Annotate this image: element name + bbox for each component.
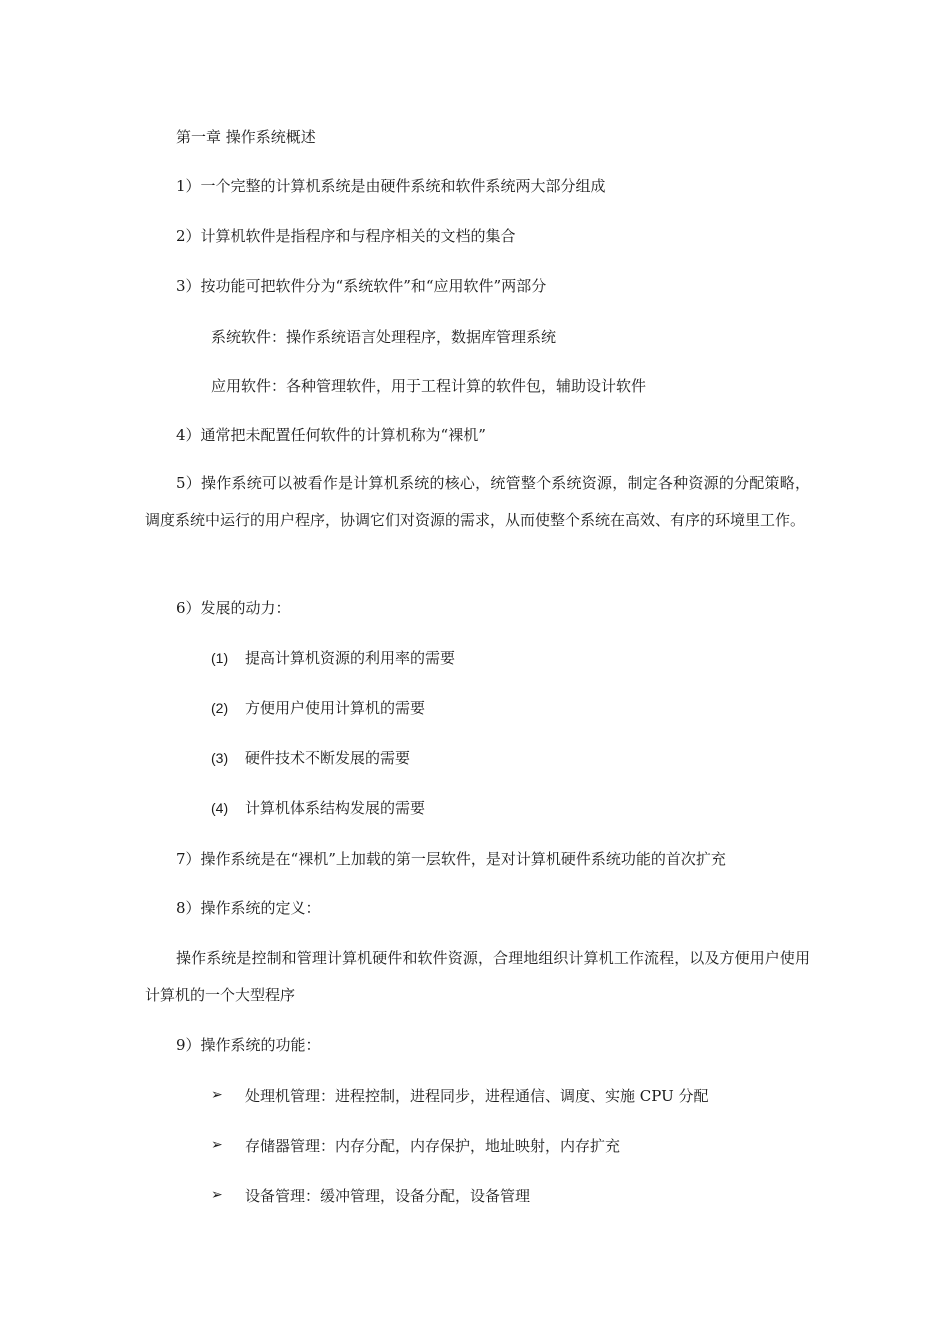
item-8-definition-paragraph	[145, 940, 810, 1014]
item-8-definition-text: 操作系统是控制和管理计算机硬件和软件资源，合理地组织计算机工作流程，以及方便用户使用计算机的一个大型程序	[145, 949, 810, 1004]
motivation-number: (2)	[211, 700, 229, 716]
motivation-number: (3)	[211, 750, 229, 766]
item-3-application-software: 应用软件：各种管理软件，用于工程计算的软件包，辅助设计软件	[211, 377, 647, 395]
item-1: 1）一个完整的计算机系统是由硬件系统和软件系统两大部分组成	[176, 177, 606, 195]
function-text: 存储器管理：内存分配，内存保护，地址映射，内存扩充	[245, 1137, 621, 1155]
motivation-text: 方便用户使用计算机的需要	[245, 699, 426, 717]
arrow-bullet-icon: ➢	[211, 1087, 223, 1103]
chapter-title: 第一章 操作系统概述	[176, 128, 316, 146]
item-6: 6）发展的动力：	[176, 599, 291, 617]
item-5-text: 5）操作系统可以被看作是计算机系统的核心，统管整个系统资源，制定各种资源的分配策略，调度系统中运行的用户程序，协调它们对资源的需求，从而使整个系统在高效、有序的环境里工作。	[145, 474, 810, 529]
item-5-paragraph	[145, 465, 810, 539]
motivation-text: 计算机体系结构发展的需要	[245, 799, 426, 817]
arrow-bullet-icon: ➢	[211, 1187, 223, 1203]
function-text: 设备管理：缓冲管理，设备分配，设备管理	[245, 1187, 531, 1205]
item-4: 4）通常把未配置任何软件的计算机称为“裸机”	[176, 426, 486, 444]
item-7: 7）操作系统是在“裸机”上加载的第一层软件，是对计算机硬件系统功能的首次扩充	[176, 850, 726, 868]
item-3: 3）按功能可把软件分为“系统软件”和“应用软件”两部分	[176, 277, 547, 295]
arrow-bullet-icon: ➢	[211, 1137, 223, 1153]
item-9: 9）操作系统的功能：	[176, 1036, 321, 1054]
item-8: 8）操作系统的定义：	[176, 899, 321, 917]
motivation-text: 提高计算机资源的利用率的需要	[245, 649, 456, 667]
motivation-number: (4)	[211, 800, 229, 816]
item-3-system-software: 系统软件：操作系统语言处理程序，数据库管理系统	[211, 328, 557, 346]
motivation-number: (1)	[211, 650, 229, 666]
motivation-text: 硬件技术不断发展的需要	[245, 749, 411, 767]
item-2: 2）计算机软件是指程序和与程序相关的文档的集合	[176, 227, 516, 245]
function-text: 处理机管理：进程控制，进程同步，进程通信、调度、实施 CPU 分配	[245, 1087, 709, 1105]
